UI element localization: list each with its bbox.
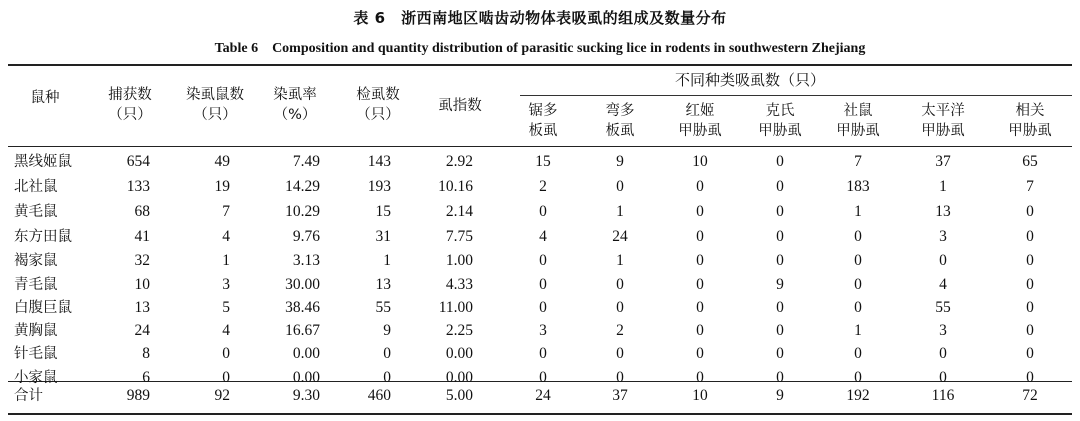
table-row-cell-c3: 0	[696, 322, 704, 339]
table-row-cell-index: 11.00	[438, 299, 473, 316]
table-row-cell-captured: 13	[134, 299, 150, 316]
table-row-cell-c6: 37	[935, 153, 951, 170]
column-header-line1: 锯多	[528, 103, 558, 119]
column-header-c5	[821, 101, 895, 141]
group-header-rule	[520, 95, 1072, 96]
table-row-cell-c2: 0	[616, 276, 624, 293]
table-row-cell-c5: 0	[854, 369, 862, 386]
table-row-cell-c5: 1	[854, 203, 862, 220]
table-row-cell-lice: 0	[383, 345, 391, 362]
table-row-cell-infested: 0	[222, 345, 230, 362]
column-header-line2: 甲胁虱	[758, 123, 802, 139]
table-row-cell-rate: 38.46	[285, 299, 320, 316]
table-row-cell-c1: 4	[539, 228, 547, 245]
column-header-line1: 染虱率	[273, 87, 317, 103]
table-row-cell-rate: 9.76	[292, 228, 320, 245]
table-row-cell-infested: 1	[222, 252, 230, 269]
table-top-rule	[8, 64, 1072, 66]
column-header-line2: 板虱	[605, 123, 635, 139]
table-row-cell-captured: 6	[142, 369, 150, 386]
table-row-cell-c1: 2	[539, 178, 547, 195]
table-row-cell-c5: 0	[854, 299, 862, 316]
table-row-cell-lice: 13	[375, 276, 391, 293]
column-header-line1: 捕获数	[108, 87, 152, 103]
table-row-cell-c2: 0	[616, 299, 624, 316]
table-row-cell-c4: 0	[776, 252, 784, 269]
table-bottom-rule	[8, 413, 1072, 415]
column-header-line1: 虱指数	[438, 98, 482, 114]
column-header-line2: 板虱	[528, 123, 558, 139]
table-row-cell-infested: 0	[222, 369, 230, 386]
table-row-cell-c1: 3	[539, 322, 547, 339]
table-row-cell-infested: 7	[222, 203, 230, 220]
table-row-cell-c2: 24	[612, 228, 628, 245]
table-row-cell-infested: 19	[214, 178, 230, 195]
column-header-line2: 甲胁虱	[921, 123, 965, 139]
table-row-cell-lice: 55	[375, 299, 391, 316]
table-row-cell-captured: 133	[126, 178, 150, 195]
table-row-cell-lice: 31	[375, 228, 391, 245]
total-row-cell-c5: 192	[846, 387, 870, 404]
table-caption-chinese: 表 6 浙西南地区啮齿动物体表吸虱的组成及数量分布	[353, 9, 727, 27]
column-header-line2: 甲胁虱	[678, 123, 722, 139]
table-row-cell-species: 青毛鼠	[14, 277, 58, 293]
table-row-cell-infested: 4	[222, 322, 230, 339]
table-row-cell-c3: 0	[696, 345, 704, 362]
table-row-cell-species: 北社鼠	[14, 179, 58, 195]
table-row-cell-index: 2.92	[445, 153, 473, 170]
column-header-line1: 红姬	[685, 103, 715, 119]
table-row-cell-lice: 0	[383, 369, 391, 386]
table-row-cell-index: 2.14	[445, 203, 473, 220]
table-row-cell-c5: 0	[854, 228, 862, 245]
total-row-cell-species: 合计	[14, 388, 43, 404]
table-row-cell-c1: 0	[539, 252, 547, 269]
table-row-cell-lice: 15	[375, 203, 391, 220]
table-row-cell-c4: 0	[776, 228, 784, 245]
table-row-cell-c6: 1	[939, 178, 947, 195]
column-header-index	[417, 96, 503, 116]
table-row-cell-c2: 1	[616, 203, 624, 220]
table-row-cell-c1: 0	[539, 276, 547, 293]
table-row-cell-c5: 7	[854, 153, 862, 170]
table-row-cell-c4: 0	[776, 178, 784, 195]
column-header-lice	[335, 85, 421, 125]
table-row-cell-species: 东方田鼠	[14, 229, 72, 245]
column-header-line2: （只）	[108, 107, 152, 123]
table-row-cell-captured: 8	[142, 345, 150, 362]
table-row-cell-captured: 24	[134, 322, 150, 339]
table-row-cell-c2: 0	[616, 178, 624, 195]
column-header-line1: 太平洋	[921, 103, 965, 119]
table-row-cell-captured: 654	[126, 153, 150, 170]
table-row-cell-rate: 0.00	[292, 345, 320, 362]
column-header-rate	[252, 85, 338, 125]
table-row-cell-c6: 55	[935, 299, 951, 316]
column-header-line2: 甲胁虱	[1008, 123, 1052, 139]
table-row-cell-infested: 5	[222, 299, 230, 316]
table-row-cell-c4: 9	[776, 276, 784, 293]
table-row-cell-c3: 0	[696, 276, 704, 293]
table-row-cell-lice: 143	[367, 153, 391, 170]
table-row-cell-c3: 0	[696, 369, 704, 386]
table-row-cell-c6: 4	[939, 276, 947, 293]
column-header-line2: 甲胁虱	[836, 123, 880, 139]
table-row-cell-c2: 0	[616, 369, 624, 386]
total-row-cell-infested: 92	[214, 387, 230, 404]
table-row-cell-c1: 15	[535, 153, 551, 170]
table-row-cell-c6: 0	[939, 369, 947, 386]
total-row-cell-index: 5.00	[445, 387, 473, 404]
table-row-cell-rate: 10.29	[285, 203, 320, 220]
total-row-cell-c1: 24	[535, 387, 551, 404]
column-header-line1: 相关	[1015, 103, 1045, 119]
table-row-cell-c4: 0	[776, 322, 784, 339]
table-row-cell-infested: 3	[222, 276, 230, 293]
table-row-cell-species: 黄胸鼠	[14, 323, 58, 339]
column-header-line1: 鼠种	[30, 90, 60, 106]
table-row-cell-c7: 7	[1026, 178, 1034, 195]
table-row-cell-c3: 10	[692, 153, 708, 170]
table-row-cell-lice: 1	[383, 252, 391, 269]
table-row-cell-species: 黄毛鼠	[14, 204, 58, 220]
table-row-cell-c1: 0	[539, 203, 547, 220]
table-row-cell-infested: 4	[222, 228, 230, 245]
table-row-cell-c5: 0	[854, 252, 862, 269]
table-row-cell-c6: 13	[935, 203, 951, 220]
total-row-cell-rate: 9.30	[292, 387, 320, 404]
table-row-cell-c7: 0	[1026, 252, 1034, 269]
table-row-cell-captured: 68	[134, 203, 150, 220]
column-header-line2: （只）	[356, 107, 400, 123]
table-row-cell-lice: 193	[367, 178, 391, 195]
table-row-cell-c5: 183	[846, 178, 870, 195]
column-header-c3	[663, 101, 737, 141]
total-row-cell-captured: 989	[126, 387, 150, 404]
table-row-cell-c3: 0	[696, 252, 704, 269]
table-row-cell-rate: 0.00	[292, 369, 320, 386]
total-row-cell-c7: 72	[1022, 387, 1038, 404]
table-row-cell-c5: 1	[854, 322, 862, 339]
column-header-line1: 染虱鼠数	[186, 87, 244, 103]
table-row-cell-c5: 0	[854, 345, 862, 362]
table-row-cell-index: 10.16	[438, 178, 473, 195]
table-row-cell-rate: 16.67	[285, 322, 320, 339]
column-header-line2: （只）	[193, 107, 237, 123]
column-header-c4	[743, 101, 817, 141]
column-header-infested	[172, 85, 258, 125]
table-row-cell-c2: 9	[616, 153, 624, 170]
table-row-cell-rate: 30.00	[285, 276, 320, 293]
table-row-cell-c7: 65	[1022, 153, 1038, 170]
table-row-cell-c4: 0	[776, 345, 784, 362]
table-row-cell-c7: 0	[1026, 299, 1034, 316]
total-row-cell-c3: 10	[692, 387, 708, 404]
table-row-cell-c6: 3	[939, 228, 947, 245]
table-row-cell-species: 小家鼠	[14, 370, 58, 386]
table-row-cell-c3: 0	[696, 178, 704, 195]
lice-species-group-header: 不同种类吸虱数（只）	[674, 71, 825, 89]
table-row-cell-c5: 0	[854, 276, 862, 293]
table-row-cell-captured: 41	[134, 228, 150, 245]
column-header-captured	[87, 85, 173, 125]
table-row-cell-c1: 0	[539, 299, 547, 316]
table-row-cell-c7: 0	[1026, 322, 1034, 339]
table-row-cell-index: 1.00	[445, 252, 473, 269]
total-row-cell-lice: 460	[367, 387, 391, 404]
table-row-cell-c6: 3	[939, 322, 947, 339]
table-row-cell-infested: 49	[214, 153, 230, 170]
column-header-line1: 检虱数	[356, 87, 400, 103]
column-header-line1: 社鼠	[843, 103, 873, 119]
table-row-cell-c2: 0	[616, 345, 624, 362]
column-header-c6	[906, 101, 980, 141]
total-row-cell-c6: 116	[931, 387, 955, 404]
table-row-cell-c7: 0	[1026, 345, 1034, 362]
column-header-c1	[506, 101, 580, 141]
column-header-c7	[993, 101, 1067, 141]
table-row-cell-c7: 0	[1026, 369, 1034, 386]
table-row-cell-c1: 0	[539, 345, 547, 362]
table-row-cell-c4: 0	[776, 369, 784, 386]
table-row-cell-rate: 7.49	[292, 153, 320, 170]
table-row-cell-index: 2.25	[445, 322, 473, 339]
table-row-cell-c4: 0	[776, 153, 784, 170]
table-row-cell-c2: 1	[616, 252, 624, 269]
table-row-cell-lice: 9	[383, 322, 391, 339]
header-bottom-rule	[8, 146, 1072, 147]
total-row-cell-c2: 37	[612, 387, 628, 404]
table-row-cell-species: 针毛鼠	[14, 346, 58, 362]
column-header-line1: 克氏	[765, 103, 795, 119]
column-header-c2	[583, 101, 657, 141]
table-row-cell-index: 4.33	[445, 276, 473, 293]
total-row-cell-c4: 9	[776, 387, 784, 404]
table-row-cell-c7: 0	[1026, 203, 1034, 220]
table-row-cell-c6: 0	[939, 345, 947, 362]
table-row-cell-rate: 14.29	[285, 178, 320, 195]
table-row-cell-c2: 2	[616, 322, 624, 339]
table-row-cell-c3: 0	[696, 203, 704, 220]
table-row-cell-c7: 0	[1026, 228, 1034, 245]
table-row-cell-species: 黑线姬鼠	[14, 154, 72, 170]
column-header-species	[2, 88, 88, 108]
table-row-cell-index: 7.75	[445, 228, 473, 245]
table-row-cell-c1: 0	[539, 369, 547, 386]
table-row-cell-c6: 0	[939, 252, 947, 269]
table-row-cell-c3: 0	[696, 228, 704, 245]
table-row-cell-c4: 0	[776, 203, 784, 220]
table-row-cell-captured: 32	[134, 252, 150, 269]
table-row-cell-c7: 0	[1026, 276, 1034, 293]
table-row-cell-c3: 0	[696, 299, 704, 316]
table-row-cell-index: 0.00	[445, 345, 473, 362]
table-row-cell-rate: 3.13	[292, 252, 320, 269]
table-row-cell-species: 白腹巨鼠	[14, 300, 72, 316]
table-row-cell-captured: 10	[134, 276, 150, 293]
column-header-line2: （%）	[273, 107, 317, 123]
table-row-cell-species: 褐家鼠	[14, 253, 58, 269]
table-row-cell-index: 0.00	[445, 369, 473, 386]
table-caption-english: Table 6 Composition and quantity distribution of parasitic sucking lice in rodents in southwestern Zhejiang	[214, 41, 866, 56]
column-header-line1: 弯多	[605, 103, 635, 119]
table-row-cell-c4: 0	[776, 299, 784, 316]
